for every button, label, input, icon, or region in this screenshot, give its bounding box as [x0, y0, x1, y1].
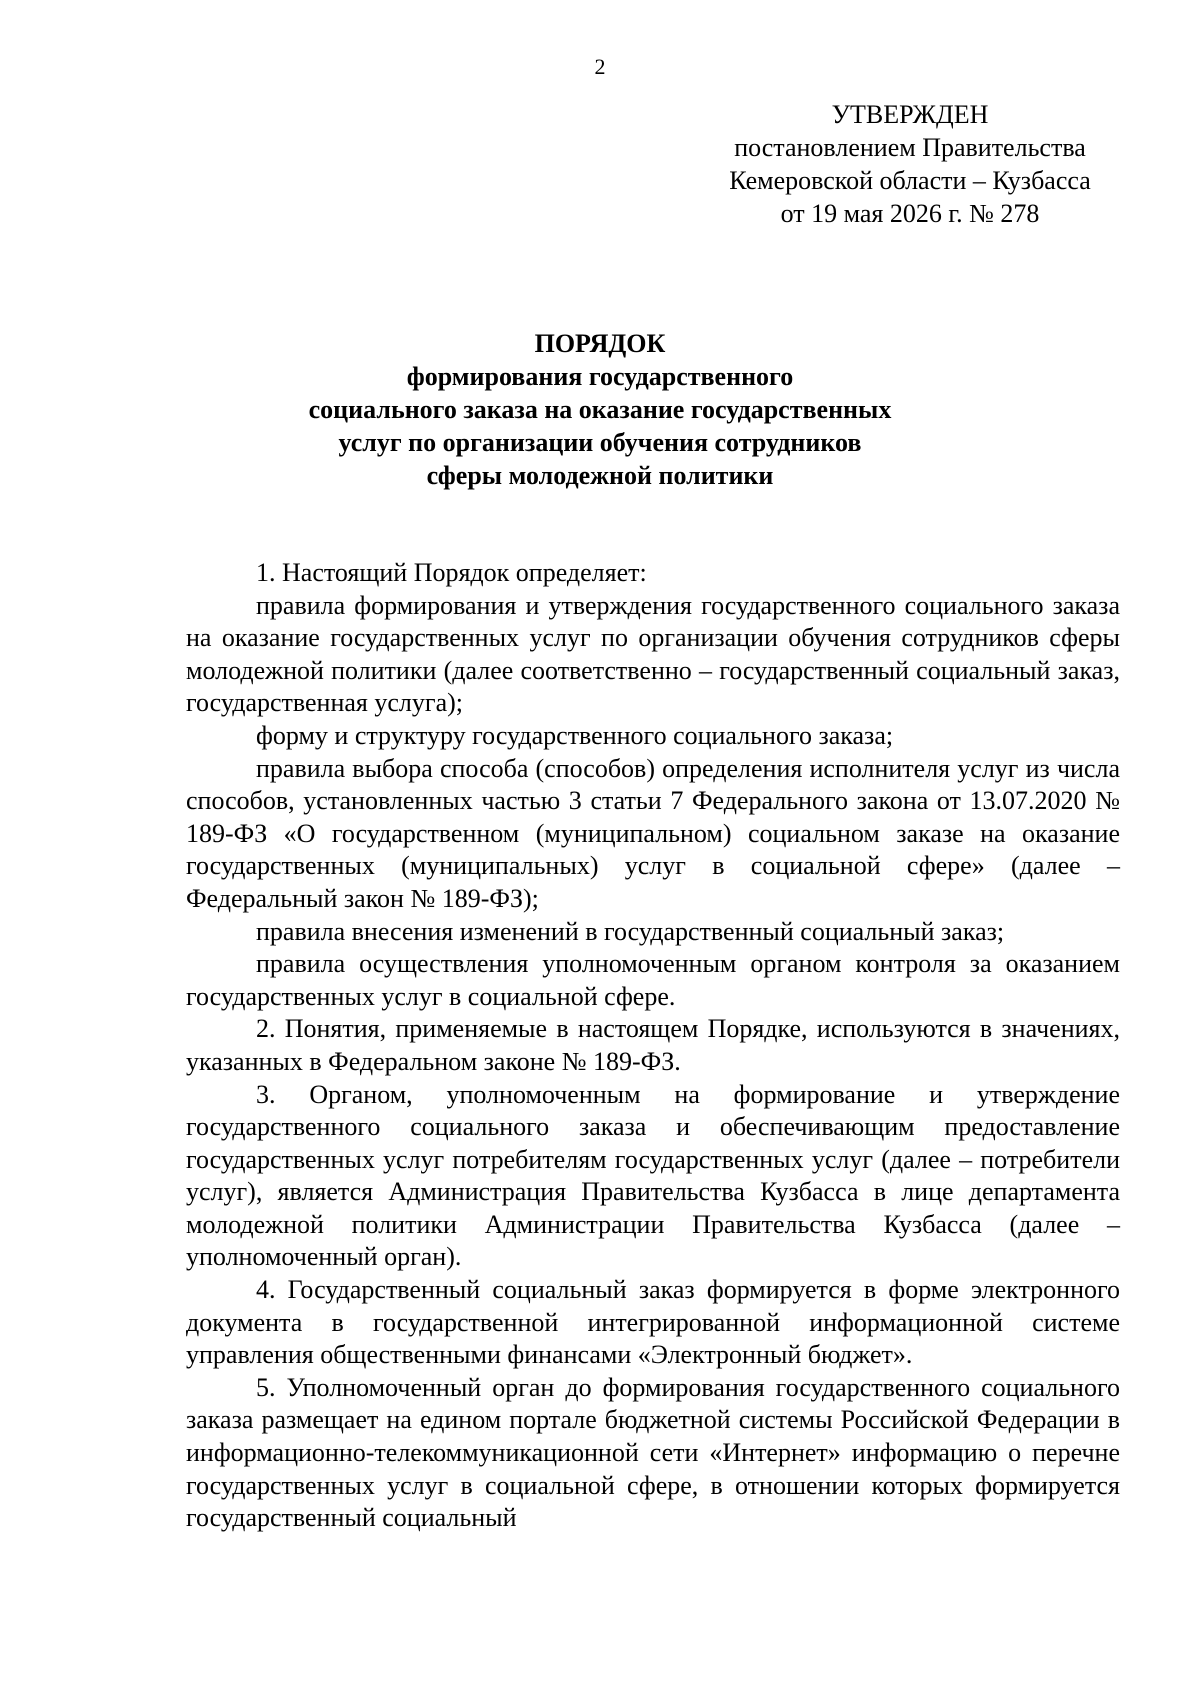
approval-date: от 19 мая 2026 г. № 278 [780, 199, 1040, 228]
paragraph: правила осуществления уполномоченным органом контроля за оказанием государственных услуг в социальной сфере. [186, 949, 1120, 1011]
paragraph: форму и структуру государственного социального заказа; [256, 720, 894, 750]
approval-line: Кемеровской области – Кузбасса [729, 166, 1091, 195]
paragraph: 2. Понятия, применяемые в настоящем Порядке, используются в значениях, указанных в Федеральном законе № 189-ФЗ. [186, 1014, 1120, 1076]
paragraph: 5. Уполномоченный орган до формирования государственного социального заказа размещает на едином портале бюджетной системы Российской Федерации в информационно-телекоммуникационной сети «Интернет» информацию о перечне государственных услуг в социальной сфере, в отношении которых формируется государственный социальный [186, 1372, 1120, 1533]
approval-line: постановлением Правительства [734, 133, 1086, 162]
title-line: социального заказа на оказание государственных [308, 395, 892, 424]
document-title [0, 327, 1200, 492]
title-heading: ПОРЯДОК [534, 329, 666, 358]
paragraph: 4. Государственный социальный заказ формируется в форме электронного документа в государственной интегрированной информационной системе управления общественными финансами «Электронный бюджет». [186, 1275, 1120, 1370]
document-body [186, 557, 1120, 1535]
paragraph: правила формирования и утверждения государственного социального заказа на оказание государственных услуг по организации обучения сотрудников сферы молодежной политики (далее соответственно – государственный социальный заказ, государственная услуга); [186, 590, 1120, 718]
title-line: формирования государственного [406, 362, 794, 391]
title-line: сферы молодежной политики [426, 461, 774, 490]
paragraph: правила внесения изменений в государственный социальный заказ; [256, 916, 1005, 946]
page-number: 2 [594, 54, 606, 79]
approval-stamp [700, 98, 1120, 230]
paragraph: 3. Органом, уполномоченным на формирование и утверждение государственного социального заказа и обеспечивающим предоставление государственных услуг потребителям государственных услуг (далее – потребители услуг), является Администрация Правительства Кузбасса в лице департамента молодежной политики Администрации Правительства Кузбасса (далее – уполномоченный орган). [186, 1079, 1120, 1272]
title-line: услуг по организации обучения сотрудников [338, 428, 862, 457]
approval-heading: УТВЕРЖДЕН [831, 100, 989, 129]
paragraph: правила выбора способа (способов) определения исполнителя услуг из числа способов, установленных частью 3 статьи 7 Федерального закона от 13.07.2020 № 189-ФЗ «О государственном (муниципальном) социальном заказе на оказание государственных (муниципальных) услуг в социальной сфере» (далее – Федеральный закон № 189-ФЗ); [186, 753, 1120, 913]
paragraph: 1. Настоящий Порядок определяет: [256, 558, 647, 587]
